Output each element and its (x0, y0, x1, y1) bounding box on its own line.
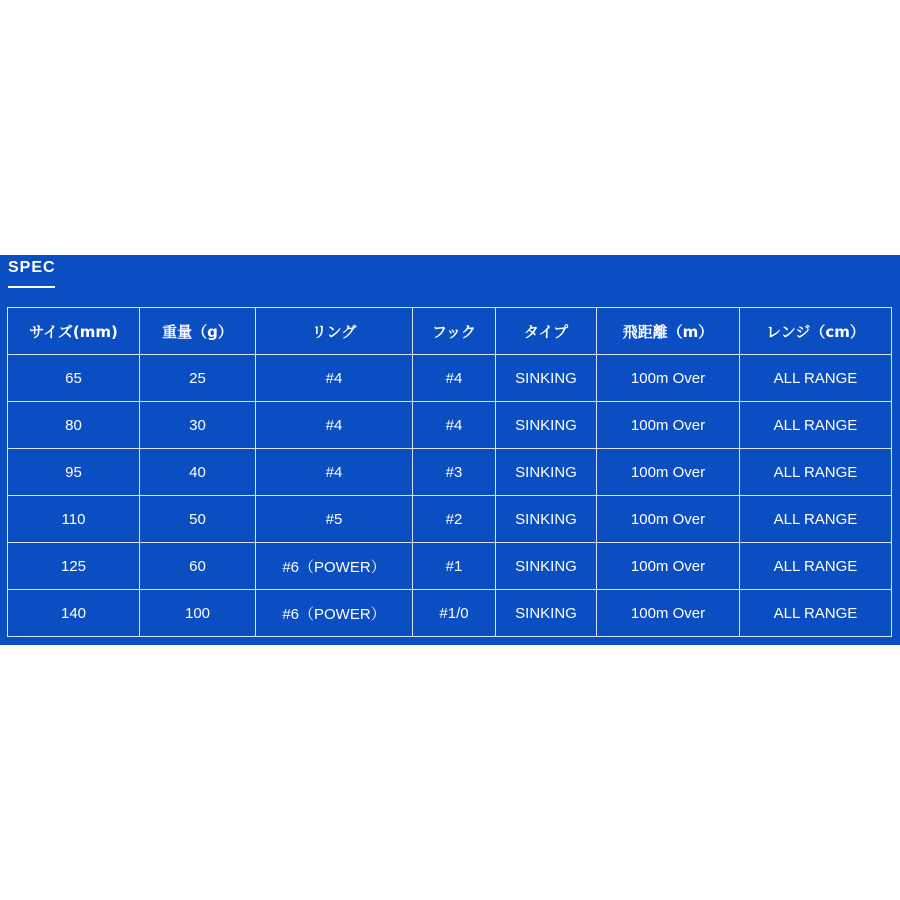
header-weight: 重量（g） (140, 308, 256, 355)
cell-hook: #3 (413, 449, 496, 496)
cell-type: SINKING (496, 496, 597, 543)
cell-size: 65 (8, 355, 140, 402)
table-row (8, 355, 892, 402)
table-header-row (8, 308, 892, 355)
spec-table (7, 307, 892, 637)
cell-hook: #1/0 (413, 590, 496, 637)
cell-size: 80 (8, 402, 140, 449)
cell-ring: #5 (256, 496, 413, 543)
header-type: タイプ (496, 308, 597, 355)
cell-distance: 100m Over (597, 496, 740, 543)
cell-distance: 100m Over (597, 543, 740, 590)
cell-range: ALL RANGE (740, 402, 892, 449)
cell-weight: 50 (140, 496, 256, 543)
table-row (8, 543, 892, 590)
cell-weight: 25 (140, 355, 256, 402)
section-title-underline (8, 286, 55, 288)
header-distance: 飛距離（m） (597, 308, 740, 355)
header-ring: リング (256, 308, 413, 355)
cell-range: ALL RANGE (740, 449, 892, 496)
cell-weight: 100 (140, 590, 256, 637)
cell-distance: 100m Over (597, 449, 740, 496)
cell-type: SINKING (496, 543, 597, 590)
cell-ring: #4 (256, 355, 413, 402)
cell-ring: #4 (256, 402, 413, 449)
table-row (8, 590, 892, 637)
cell-ring: #6（POWER） (256, 543, 413, 590)
cell-weight: 40 (140, 449, 256, 496)
cell-distance: 100m Over (597, 402, 740, 449)
cell-type: SINKING (496, 590, 597, 637)
header-size: サイズ(mm) (8, 308, 140, 355)
section-title: SPEC (8, 259, 56, 276)
cell-type: SINKING (496, 402, 597, 449)
table-row (8, 402, 892, 449)
table-row (8, 496, 892, 543)
cell-ring: #6（POWER） (256, 590, 413, 637)
cell-range: ALL RANGE (740, 590, 892, 637)
cell-ring: #4 (256, 449, 413, 496)
cell-size: 125 (8, 543, 140, 590)
cell-hook: #4 (413, 402, 496, 449)
cell-range: ALL RANGE (740, 355, 892, 402)
cell-size: 110 (8, 496, 140, 543)
cell-size: 95 (8, 449, 140, 496)
cell-weight: 60 (140, 543, 256, 590)
cell-type: SINKING (496, 355, 597, 402)
cell-type: SINKING (496, 449, 597, 496)
cell-weight: 30 (140, 402, 256, 449)
cell-distance: 100m Over (597, 355, 740, 402)
cell-range: ALL RANGE (740, 543, 892, 590)
cell-hook: #4 (413, 355, 496, 402)
cell-hook: #2 (413, 496, 496, 543)
cell-hook: #1 (413, 543, 496, 590)
header-hook: フック (413, 308, 496, 355)
cell-range: ALL RANGE (740, 496, 892, 543)
spec-panel (0, 255, 900, 645)
cell-size: 140 (8, 590, 140, 637)
table-row (8, 449, 892, 496)
header-range: レンジ（cm） (740, 308, 892, 355)
cell-distance: 100m Over (597, 590, 740, 637)
